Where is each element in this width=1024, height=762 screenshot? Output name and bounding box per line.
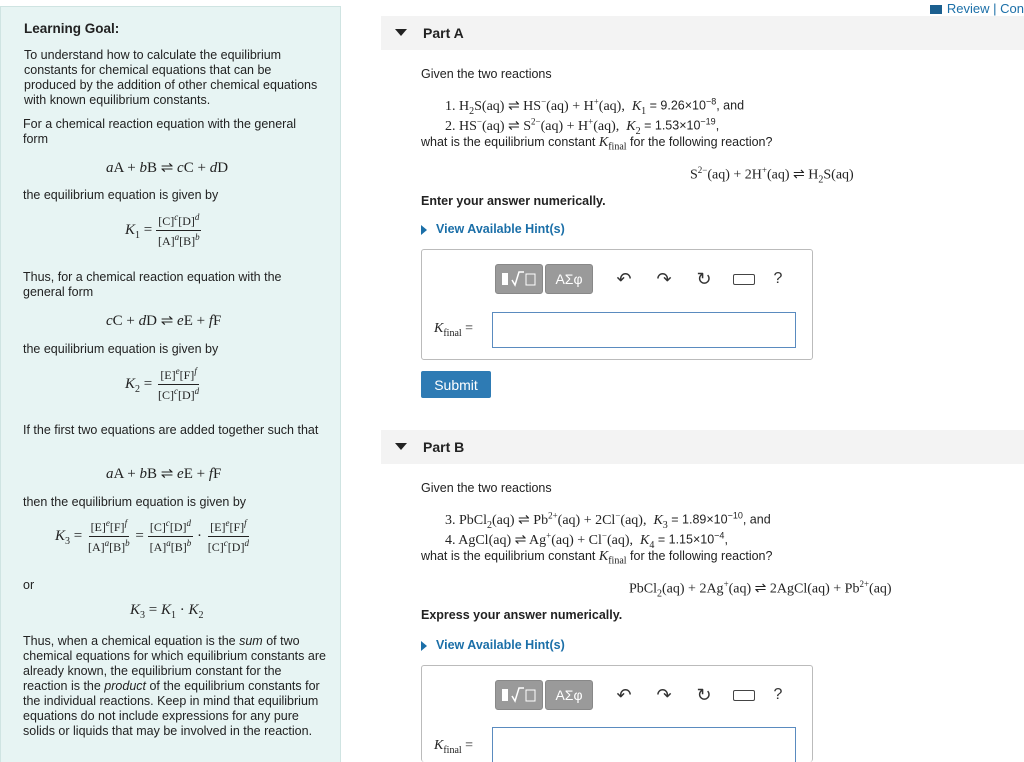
- keyboard-icon[interactable]: [733, 274, 755, 285]
- part-a-toolbar: [495, 262, 813, 296]
- template-button[interactable]: [495, 264, 543, 294]
- k2-expression: $K_2$ = $\frac{[E]^e[F]^f}{[C]^c[D]^d}$: [125, 366, 200, 402]
- help-icon[interactable]: ?: [773, 686, 783, 703]
- reaction-4: 4. AgCl(aq) ⇌ Ag+(aq) + Cl−(aq), $K_4 = 1.15\times 10^{-4}$,: [445, 530, 728, 551]
- redo-icon[interactable]: ↷: [656, 684, 672, 705]
- undo-icon[interactable]: ↶: [616, 684, 632, 705]
- submit-button[interactable]: Submit: [421, 371, 491, 398]
- k3-product: $K_3 = K_1 \cdot K_2$: [130, 602, 204, 621]
- part-b-toolbar: [495, 678, 813, 712]
- equation-2: cC + dD ⇌ eE + fF: [106, 313, 222, 329]
- redo-icon[interactable]: ↷: [656, 268, 672, 289]
- learning-goal-heading: Learning Goal:: [24, 21, 120, 36]
- collapse-triangle-icon[interactable]: [395, 443, 407, 450]
- reset-icon[interactable]: ↻: [696, 268, 712, 289]
- part-b-answer-input[interactable]: [492, 727, 796, 762]
- part-a-hint-link[interactable]: View Available Hint(s): [421, 222, 565, 236]
- keyboard-icon[interactable]: [733, 690, 755, 701]
- help-icon[interactable]: ?: [773, 270, 783, 287]
- k-final-label-b: $K_{final}$ =: [434, 738, 474, 756]
- given-by-3: then the equilibrium equation is given by: [23, 495, 247, 509]
- book-icon: [930, 5, 942, 14]
- part-b-answer-box: [421, 665, 813, 762]
- part-b-label: Part B: [423, 439, 465, 455]
- greek-symbols-button[interactable]: ΑΣφ: [545, 680, 593, 710]
- k-final-label-a: $K_{final}$ =: [434, 321, 474, 339]
- equation-3: aA + bB ⇌ eE + fF: [106, 466, 222, 482]
- fraction-radical-icon: [500, 686, 538, 704]
- reaction-1: 1. $H_2S(aq)$ ⇌ HS−(aq) + H+(aq), $K_1 = 9.26\times 10^{-8}$, and: [445, 96, 745, 117]
- summary-text: Thus, when a chemical equation is the sum of two chemical equations for which equilibrium constants are already known, the equilibrium constant for the reaction is the product of the equilibrium constants for the individual reactions. Keep in mind that equilibrium equations do not include expressions for any pure solids or liquids that may be involved in the reaction.: [23, 634, 326, 738]
- part-a-instruction: Enter your answer numerically.: [421, 194, 606, 208]
- template-button[interactable]: [495, 680, 543, 710]
- reset-icon[interactable]: ↻: [696, 684, 712, 705]
- part-a-header[interactable]: [381, 16, 1024, 50]
- reaction-3: 3. PbCl$_2$(aq) ⇌ $Pb^{2+}(aq) + 2Cl^-(aq)$, $K_3 = 1.89\times 10^{-10}$, and: [445, 510, 771, 531]
- reaction-2: 2. HS−(aq) ⇌ $S^{2-}(aq) + H^+(aq)$, $K_2 = 1.53\times 10^{-19}$,: [445, 116, 720, 137]
- expand-arrow-icon: [421, 225, 427, 235]
- given-by-1: the equilibrium equation is given by: [23, 188, 219, 202]
- review-link[interactable]: Review | Con: [930, 1, 1024, 16]
- expand-arrow-icon: [421, 641, 427, 651]
- collapse-triangle-icon[interactable]: [395, 29, 407, 36]
- given-by-2: the equilibrium equation is given by: [23, 342, 219, 356]
- equation-1: aA + bB ⇌ cC + dD: [106, 160, 229, 176]
- part-a-answer-box: [421, 249, 813, 360]
- part-a-question: what is the equilibrium constant $K_{final}$ for the following reaction?: [421, 135, 773, 153]
- greek-symbols-button[interactable]: ΑΣφ: [545, 264, 593, 294]
- undo-icon[interactable]: ↶: [616, 268, 632, 289]
- target-reaction-b: PbCl$_2$(aq) + 2Ag+(aq) ⇌ 2AgCl(aq) + $Pb^{2+}(aq)$: [629, 579, 892, 600]
- thus-text: Thus, for a chemical reaction equation with the general form: [23, 270, 282, 299]
- part-b-header[interactable]: [381, 430, 1024, 464]
- part-b-hint-link[interactable]: View Available Hint(s): [421, 638, 565, 652]
- part-a-given: Given the two reactions: [421, 67, 552, 81]
- part-a-label: Part A: [423, 25, 464, 41]
- part-a-answer-input[interactable]: [492, 312, 796, 348]
- added-text: If the first two equations are added together such that: [23, 423, 319, 437]
- k3-expression: $K_3$ = $\frac{[E]^e[F]^f}{[A]^a[B]^b}$ = $\frac{[C]^c[D]^d}{[A]^a[B]^b}$ · $\frac{[E]^e[F]^f}{[C]^c[D]^d}$: [55, 518, 249, 554]
- intro-text: To understand how to calculate the equilibrium constants for chemical equations that can be produced by the addition of other chemical equations with known equilibrium constants.: [24, 48, 318, 107]
- fraction-radical-icon: [500, 270, 538, 288]
- target-reaction-a: $S^{2-}(aq) + 2H^+(aq)$ ⇌ $H_2S(aq)$: [690, 165, 854, 186]
- part-b-instruction: Express your answer numerically.: [421, 608, 623, 622]
- part-b-given: Given the two reactions: [421, 481, 552, 495]
- general-form-text: For a chemical reaction equation with the general form: [23, 117, 297, 146]
- k1-expression: $K_1$ = $\frac{[C]^c[D]^d}{[A]^a[B]^b}$: [125, 212, 200, 248]
- or-text: or: [23, 578, 35, 592]
- part-b-question: what is the equilibrium constant $K_{final}$ for the following reaction?: [421, 549, 773, 567]
